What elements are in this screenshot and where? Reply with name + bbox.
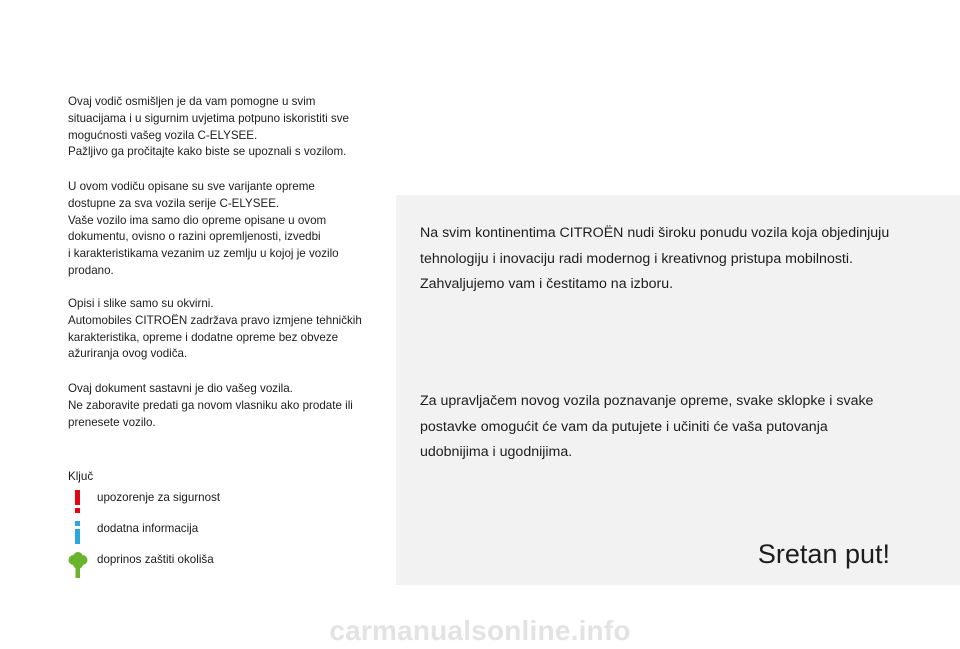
watermark: carmanualsonline.info bbox=[329, 615, 631, 646]
text-line: Ne zaboravite predati ga novom vlasniku ako prodate ili bbox=[68, 398, 353, 412]
text-line: dostupne za sva vozila serije C-ELYSEE. bbox=[68, 196, 280, 210]
paragraph-disclaimer bbox=[68, 296, 362, 363]
text-line: postavke omogućit će vam da putujete i učiniti će vaša putovanja bbox=[420, 418, 828, 435]
key-item-info bbox=[68, 521, 308, 545]
tree-icon bbox=[68, 552, 88, 576]
text-line: situacijama i u sigurnim uvjetima potpuno iskoristiti sve bbox=[68, 111, 349, 125]
text-line: karakteristika, opreme i dodatne opreme bez obveze bbox=[68, 330, 339, 344]
text-line: prodano. bbox=[68, 263, 114, 277]
text-line: tehnologiju i inovaciju radi modernog i kreativnog pristupa mobilnosti. bbox=[420, 250, 853, 267]
key-title: Ključ bbox=[68, 470, 94, 483]
welcome-paragraph bbox=[420, 221, 889, 298]
key-label: upozorenje za sigurnost bbox=[97, 491, 221, 504]
key-item-safety bbox=[68, 490, 308, 514]
paragraph-equipment bbox=[68, 179, 339, 280]
text-line: Zahvaljujemo vam i čestitamo na izboru. bbox=[420, 276, 674, 292]
text-line: U ovom vodiču opisane su sve varijante opreme bbox=[68, 180, 315, 193]
key-label: doprinos zaštiti okoliša bbox=[97, 553, 214, 566]
text-line: i karakteristikama vezanim uz zemlju u kojoj je vozilo bbox=[68, 247, 339, 261]
text-line: udobnijima i ugodnijima. bbox=[420, 444, 573, 460]
info-icon bbox=[68, 521, 88, 545]
farewell-text: Sretan put! bbox=[757, 539, 890, 569]
intro-paragraph-guide bbox=[68, 94, 349, 161]
welcome-panel bbox=[396, 195, 960, 585]
text-line: dokumentu, ovisno o razini opremljenosti, izvedbi bbox=[68, 230, 321, 244]
text-line: Opisi i slike samo su okvirni. bbox=[68, 297, 214, 310]
text-line: prenesete vozilo. bbox=[68, 415, 156, 429]
exclamation-icon bbox=[68, 490, 88, 514]
text-line: Vaše vozilo ima samo dio opreme opisane u ovom bbox=[68, 213, 327, 227]
text-line: ažuriranja ovog vodiča. bbox=[68, 347, 188, 361]
key-item-environment bbox=[68, 552, 308, 576]
text-line: Za upravljačem novog vozila poznavanje opreme, svake sklopke i svake bbox=[420, 393, 874, 409]
text-line: Automobiles CITROËN zadržava pravo izmjene tehničkih bbox=[68, 313, 362, 327]
text-line: Ovaj dokument sastavni je dio vašeg vozila. bbox=[68, 382, 293, 395]
text-line: mogućnosti vašeg vozila C-ELYSEE. bbox=[68, 128, 258, 142]
paragraph-document bbox=[68, 381, 353, 431]
text-line: Pažljivo ga pročitajte kako biste se upoznali s vozilom. bbox=[68, 145, 347, 159]
text-line: Ovaj vodič osmišljen je da vam pomogne u svim bbox=[68, 95, 316, 108]
driver-paragraph bbox=[420, 389, 873, 466]
text-line: Na svim kontinentima CITROËN nudi široku ponudu vozila koja objedinjuju bbox=[420, 225, 890, 241]
key-label: dodatna informacija bbox=[97, 522, 199, 535]
